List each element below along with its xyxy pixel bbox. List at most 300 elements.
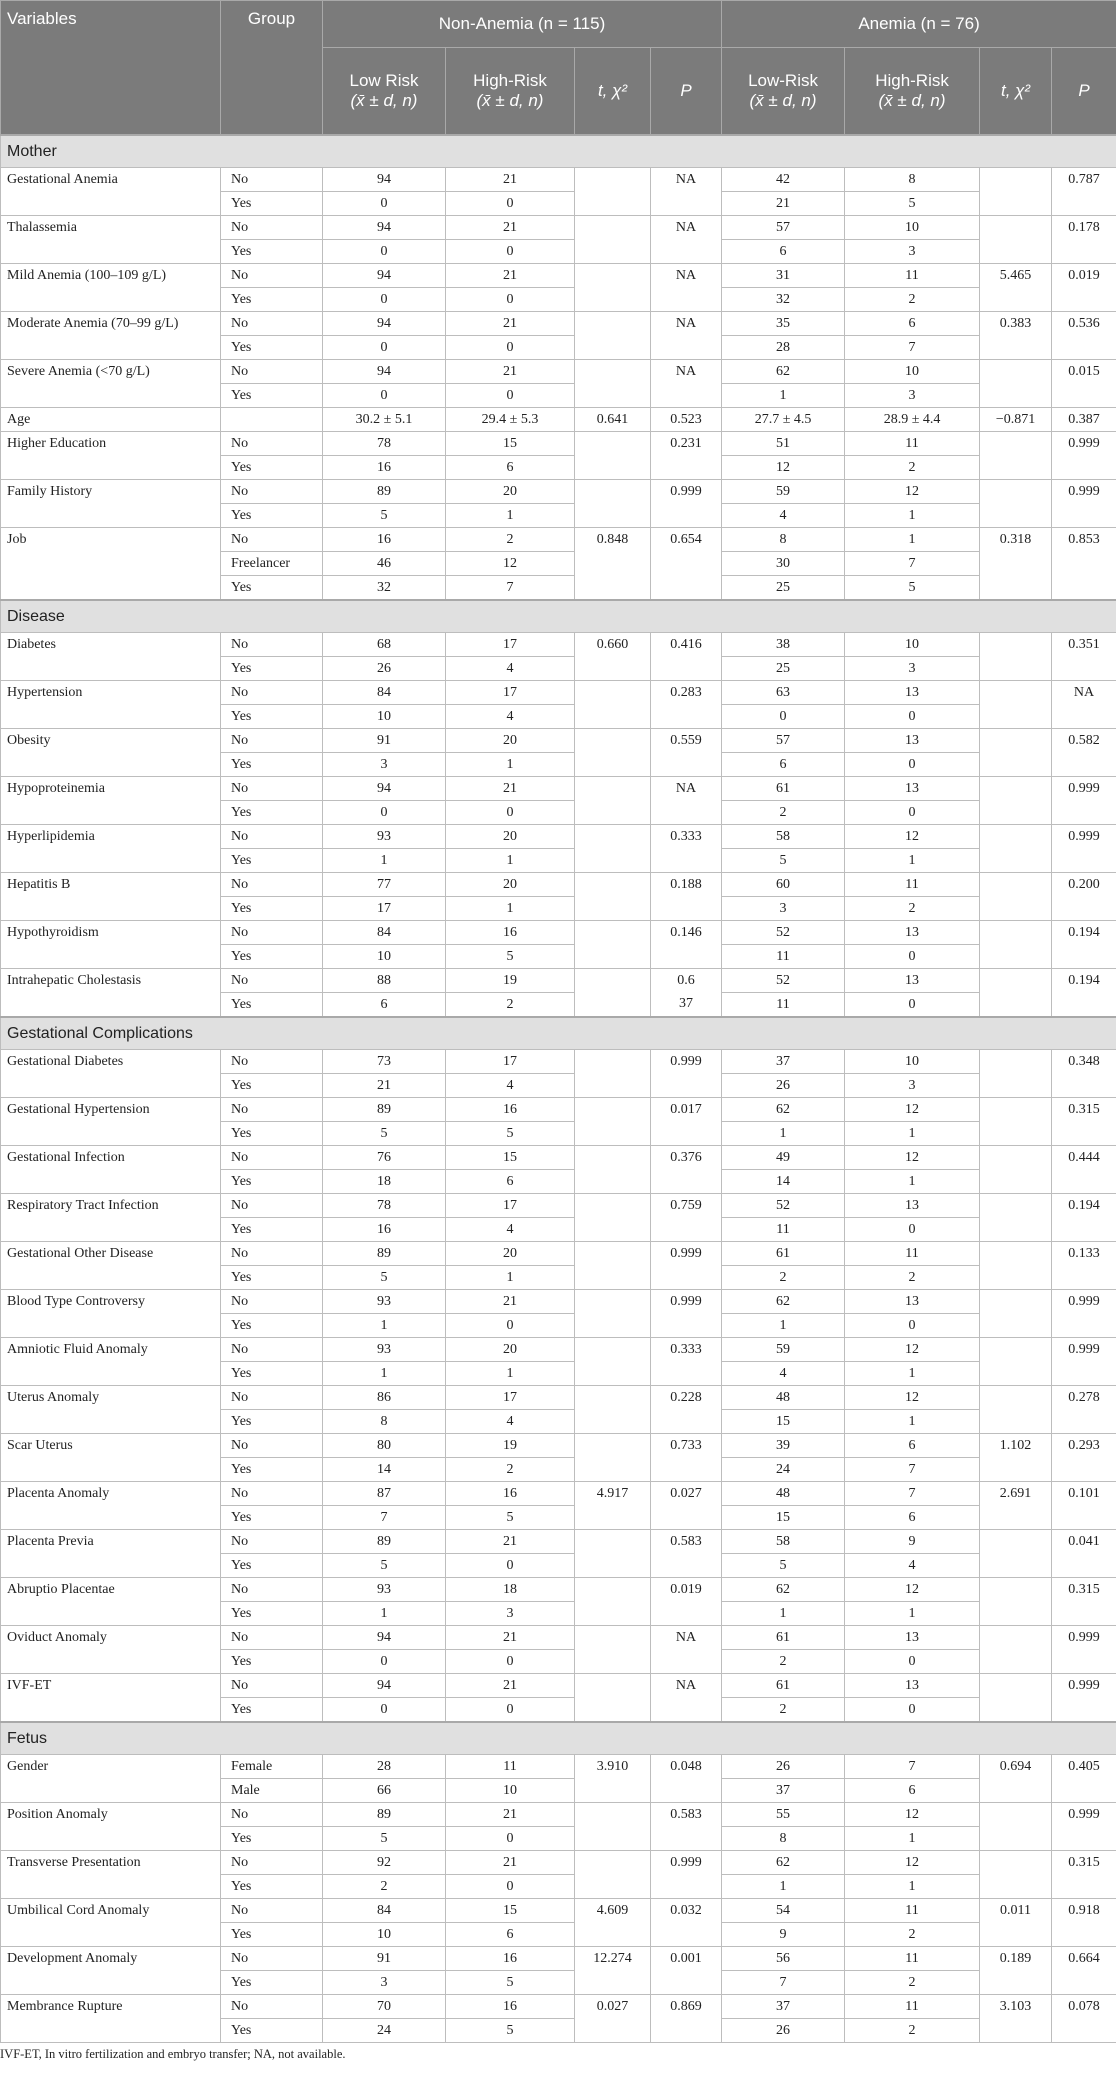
table-row <box>1 633 1116 657</box>
anemia-p: 0.999 <box>1052 432 1116 480</box>
anemia-high-risk: 6 <box>845 1779 980 1803</box>
anemia-t-chi: 0.011 <box>980 1899 1052 1947</box>
non-anemia-low-risk: 16 <box>323 528 446 552</box>
anemia-high-risk: 11 <box>845 264 980 288</box>
group-cell: No <box>221 729 323 753</box>
anemia-high-risk: 7 <box>845 1755 980 1779</box>
anemia-high-risk: 13 <box>845 1290 980 1314</box>
non-anemia-t-chi <box>575 681 651 729</box>
non-anemia-low-risk: 7 <box>323 1506 446 1530</box>
non-anemia-high-risk: 5 <box>446 2019 575 2043</box>
anemia-p: 0.315 <box>1052 1851 1116 1899</box>
non-anemia-low-risk: 78 <box>323 1194 446 1218</box>
non-anemia-low-risk: 84 <box>323 1899 446 1923</box>
non-anemia-low-risk: 89 <box>323 1098 446 1122</box>
anemia-p: 0.787 <box>1052 168 1116 216</box>
anemia-high-risk: 12 <box>845 1386 980 1410</box>
anemia-low-risk: 61 <box>722 777 845 801</box>
non-anemia-low-risk: 32 <box>323 576 446 601</box>
anemia-high-risk: 1 <box>845 504 980 528</box>
anemia-low-risk: 61 <box>722 1242 845 1266</box>
anemia-p: 0.999 <box>1052 480 1116 528</box>
anemia-high-risk: 10 <box>845 1050 980 1074</box>
non-anemia-low-risk: 21 <box>323 1074 446 1098</box>
non-anemia-high-risk: 21 <box>446 312 575 336</box>
non-anemia-high-risk: 6 <box>446 1170 575 1194</box>
non-anemia-low-risk: 70 <box>323 1995 446 2019</box>
group-cell: No <box>221 1947 323 1971</box>
anemia-high-risk: 13 <box>845 1626 980 1650</box>
anemia-high-risk: 13 <box>845 729 980 753</box>
table-row <box>1 777 1116 801</box>
anemia-high-risk: 3 <box>845 240 980 264</box>
non-anemia-t-chi <box>575 1803 651 1851</box>
group-cell: No <box>221 1851 323 1875</box>
anemia-low-risk: 37 <box>722 1995 845 2019</box>
non-anemia-high-risk: 21 <box>446 168 575 192</box>
non-anemia-low-risk: 73 <box>323 1050 446 1074</box>
group-cell: No <box>221 1803 323 1827</box>
anemia-low-risk: 12 <box>722 456 845 480</box>
group-cell: No <box>221 969 323 993</box>
non-anemia-high-risk: 29.4 ± 5.3 <box>446 408 575 432</box>
anemia-p: 0.405 <box>1052 1755 1116 1803</box>
anemia-high-risk: 6 <box>845 1434 980 1458</box>
variable-name: Blood Type Controversy <box>1 1290 221 1338</box>
non-anemia-low-risk: 87 <box>323 1482 446 1506</box>
non-anemia-t-chi <box>575 1434 651 1482</box>
anemia-p: 0.015 <box>1052 360 1116 408</box>
section-title: Gestational Complications <box>1 1017 1116 1050</box>
anemia-t-chi: 0.383 <box>980 312 1052 360</box>
non-anemia-high-risk: 0 <box>446 1650 575 1674</box>
header-t-chi: t, χ² <box>980 48 1052 136</box>
anemia-low-risk: 56 <box>722 1947 845 1971</box>
anemia-low-risk: 1 <box>722 1602 845 1626</box>
anemia-low-risk: 8 <box>722 1827 845 1851</box>
group-cell: No <box>221 432 323 456</box>
variable-name: Development Anomaly <box>1 1947 221 1995</box>
anemia-high-risk: 13 <box>845 777 980 801</box>
group-cell: Yes <box>221 1875 323 1899</box>
anemia-t-chi: 0.189 <box>980 1947 1052 1995</box>
non-anemia-high-risk: 21 <box>446 1290 575 1314</box>
anemia-low-risk: 59 <box>722 480 845 504</box>
anemia-high-risk: 7 <box>845 1482 980 1506</box>
non-anemia-high-risk: 16 <box>446 1482 575 1506</box>
non-anemia-high-risk: 0 <box>446 801 575 825</box>
table-row <box>1 729 1116 753</box>
non-anemia-high-risk: 2 <box>446 1458 575 1482</box>
non-anemia-low-risk: 88 <box>323 969 446 993</box>
non-anemia-p: 0.032 <box>651 1899 722 1947</box>
table-row <box>1 1338 1116 1362</box>
group-cell: Yes <box>221 1506 323 1530</box>
table-row <box>1 480 1116 504</box>
anemia-low-risk: 48 <box>722 1482 845 1506</box>
non-anemia-p: 0.999 <box>651 1851 722 1899</box>
anemia-t-chi <box>980 681 1052 729</box>
group-cell: Yes <box>221 1362 323 1386</box>
group-cell: Yes <box>221 1698 323 1723</box>
group-cell: Yes <box>221 1266 323 1290</box>
anemia-t-chi <box>980 1851 1052 1899</box>
header-low-risk: Low-Risk (x̄ ± d, n) <box>722 48 845 136</box>
group-cell: Yes <box>221 576 323 601</box>
group-cell: Yes <box>221 504 323 528</box>
variable-name: Mild Anemia (100–109 g/L) <box>1 264 221 312</box>
header-t-chi: t, χ² <box>575 48 651 136</box>
variable-name: Severe Anemia (<70 g/L) <box>1 360 221 408</box>
anemia-p: 0.999 <box>1052 1290 1116 1338</box>
non-anemia-p: 0.654 <box>651 528 722 601</box>
non-anemia-high-risk: 6 <box>446 456 575 480</box>
non-anemia-p: NA <box>651 777 722 825</box>
non-anemia-high-risk: 18 <box>446 1578 575 1602</box>
non-anemia-low-risk: 30.2 ± 5.1 <box>323 408 446 432</box>
variable-name: Obesity <box>1 729 221 777</box>
variable-name: Umbilical Cord Anomaly <box>1 1899 221 1947</box>
non-anemia-p: NA <box>651 360 722 408</box>
non-anemia-low-risk: 16 <box>323 456 446 480</box>
table-row <box>1 969 1116 993</box>
anemia-low-risk: 35 <box>722 312 845 336</box>
non-anemia-high-risk: 1 <box>446 1362 575 1386</box>
table-row <box>1 432 1116 456</box>
group-cell: Yes <box>221 1602 323 1626</box>
group-cell: Female <box>221 1755 323 1779</box>
non-anemia-low-risk: 6 <box>323 993 446 1018</box>
anemia-t-chi <box>980 633 1052 681</box>
anemia-t-chi <box>980 1803 1052 1851</box>
anemia-high-risk: 1 <box>845 1362 980 1386</box>
table-row <box>1 528 1116 552</box>
variable-name: Job <box>1 528 221 601</box>
group-cell: No <box>221 1899 323 1923</box>
non-anemia-p: 0.583 <box>651 1530 722 1578</box>
anemia-t-chi <box>980 1098 1052 1146</box>
anemia-t-chi: 5.465 <box>980 264 1052 312</box>
anemia-t-chi <box>980 873 1052 921</box>
anemia-low-risk: 6 <box>722 753 845 777</box>
anemia-low-risk: 55 <box>722 1803 845 1827</box>
non-anemia-t-chi: 12.274 <box>575 1947 651 1995</box>
anemia-high-risk: 2 <box>845 2019 980 2043</box>
non-anemia-high-risk: 5 <box>446 1506 575 1530</box>
anemia-p: 0.999 <box>1052 1626 1116 1674</box>
non-anemia-p: 0.231 <box>651 432 722 480</box>
non-anemia-p: 0.188 <box>651 873 722 921</box>
group-cell: Yes <box>221 240 323 264</box>
non-anemia-low-risk: 28 <box>323 1755 446 1779</box>
variable-name: Abruptio Placentae <box>1 1578 221 1626</box>
non-anemia-high-risk: 20 <box>446 1242 575 1266</box>
anemia-high-risk: 0 <box>845 753 980 777</box>
group-cell: No <box>221 1098 323 1122</box>
non-anemia-high-risk: 15 <box>446 1899 575 1923</box>
anemia-high-risk: 2 <box>845 897 980 921</box>
group-cell: Yes <box>221 945 323 969</box>
footnote: IVF-ET, In vitro fertilization and embryo transfer; NA, not available. <box>0 2047 346 2061</box>
anemia-high-risk: 5 <box>845 576 980 601</box>
anemia-low-risk: 25 <box>722 576 845 601</box>
anemia-low-risk: 4 <box>722 1362 845 1386</box>
anemia-p: 0.853 <box>1052 528 1116 601</box>
anemia-high-risk: 3 <box>845 657 980 681</box>
table-row <box>1 360 1116 384</box>
non-anemia-high-risk: 21 <box>446 1530 575 1554</box>
group-cell: No <box>221 1146 323 1170</box>
anemia-p: 0.444 <box>1052 1146 1116 1194</box>
anemia-p: 0.999 <box>1052 825 1116 873</box>
non-anemia-low-risk: 0 <box>323 801 446 825</box>
non-anemia-high-risk: 0 <box>446 240 575 264</box>
anemia-low-risk: 24 <box>722 1458 845 1482</box>
non-anemia-low-risk: 0 <box>323 192 446 216</box>
non-anemia-high-risk: 0 <box>446 192 575 216</box>
header-high-risk: High-Risk (x̄ ± d, n) <box>845 48 980 136</box>
variable-name: Hepatitis B <box>1 873 221 921</box>
non-anemia-t-chi: 4.917 <box>575 1482 651 1530</box>
table-row <box>1 921 1116 945</box>
non-anemia-low-risk: 0 <box>323 1650 446 1674</box>
anemia-high-risk: 7 <box>845 1458 980 1482</box>
anemia-low-risk: 0 <box>722 705 845 729</box>
non-anemia-high-risk: 5 <box>446 1122 575 1146</box>
non-anemia-low-risk: 77 <box>323 873 446 897</box>
group-cell: No <box>221 1674 323 1698</box>
non-anemia-low-risk: 76 <box>323 1146 446 1170</box>
non-anemia-high-risk: 21 <box>446 777 575 801</box>
non-anemia-t-chi <box>575 1530 651 1578</box>
header-non-anemia: Non-Anemia (n = 115) <box>323 1 722 48</box>
non-anemia-high-risk: 20 <box>446 729 575 753</box>
anemia-high-risk: 0 <box>845 801 980 825</box>
non-anemia-high-risk: 16 <box>446 1995 575 2019</box>
group-cell: No <box>221 168 323 192</box>
group-cell: Male <box>221 1779 323 1803</box>
anemia-low-risk: 62 <box>722 1851 845 1875</box>
non-anemia-high-risk: 21 <box>446 1851 575 1875</box>
non-anemia-low-risk: 26 <box>323 657 446 681</box>
non-anemia-high-risk: 2 <box>446 528 575 552</box>
non-anemia-low-risk: 94 <box>323 264 446 288</box>
variable-name: Moderate Anemia (70–99 g/L) <box>1 312 221 360</box>
anemia-t-chi <box>980 1338 1052 1386</box>
non-anemia-p: NA <box>651 1674 722 1723</box>
non-anemia-high-risk: 7 <box>446 576 575 601</box>
table-row <box>1 681 1116 705</box>
anemia-p: 0.194 <box>1052 1194 1116 1242</box>
non-anemia-low-risk: 93 <box>323 1290 446 1314</box>
anemia-low-risk: 9 <box>722 1923 845 1947</box>
variable-name: Hypertension <box>1 681 221 729</box>
anemia-p: 0.041 <box>1052 1530 1116 1578</box>
table-row <box>1 1755 1116 1779</box>
non-anemia-low-risk: 1 <box>323 849 446 873</box>
non-anemia-high-risk: 19 <box>446 969 575 993</box>
non-anemia-low-risk: 84 <box>323 681 446 705</box>
section-row <box>1 1017 1116 1050</box>
anemia-low-risk: 58 <box>722 1530 845 1554</box>
anemia-high-risk: 13 <box>845 921 980 945</box>
non-anemia-p: 0.523 <box>651 408 722 432</box>
anemia-t-chi <box>980 1386 1052 1434</box>
anemia-low-risk: 49 <box>722 1146 845 1170</box>
anemia-p: 0.315 <box>1052 1578 1116 1626</box>
anemia-low-risk: 14 <box>722 1170 845 1194</box>
non-anemia-low-risk: 84 <box>323 921 446 945</box>
non-anemia-p: NA <box>651 168 722 216</box>
variable-name: Thalassemia <box>1 216 221 264</box>
non-anemia-p: NA <box>651 312 722 360</box>
non-anemia-t-chi <box>575 1674 651 1723</box>
anemia-low-risk: 8 <box>722 528 845 552</box>
variable-name: Gender <box>1 1755 221 1803</box>
anemia-t-chi <box>980 168 1052 216</box>
variable-name: Gestational Hypertension <box>1 1098 221 1146</box>
non-anemia-high-risk: 21 <box>446 360 575 384</box>
anemia-low-risk: 26 <box>722 1074 845 1098</box>
non-anemia-high-risk: 1 <box>446 753 575 777</box>
group-cell: Yes <box>221 849 323 873</box>
table-row <box>1 264 1116 288</box>
table-row <box>1 1947 1116 1971</box>
anemia-low-risk: 37 <box>722 1050 845 1074</box>
table-row <box>1 1626 1116 1650</box>
header-high-risk: High-Risk (x̄ ± d, n) <box>446 48 575 136</box>
non-anemia-p: 0.333 <box>651 825 722 873</box>
non-anemia-p: 0.416 <box>651 633 722 681</box>
non-anemia-high-risk: 0 <box>446 1314 575 1338</box>
non-anemia-high-risk: 17 <box>446 681 575 705</box>
anemia-low-risk: 11 <box>722 1218 845 1242</box>
anemia-p: 0.133 <box>1052 1242 1116 1290</box>
non-anemia-high-risk: 1 <box>446 897 575 921</box>
group-cell: Yes <box>221 1923 323 1947</box>
non-anemia-low-risk: 94 <box>323 168 446 192</box>
non-anemia-low-risk: 8 <box>323 1410 446 1434</box>
non-anemia-high-risk: 0 <box>446 1554 575 1578</box>
variable-name: Age <box>1 408 221 432</box>
non-anemia-high-risk: 19 <box>446 1434 575 1458</box>
non-anemia-low-risk: 17 <box>323 897 446 921</box>
non-anemia-t-chi <box>575 1290 651 1338</box>
group-cell: Yes <box>221 801 323 825</box>
non-anemia-high-risk: 4 <box>446 1074 575 1098</box>
table-row <box>1 1482 1116 1506</box>
anemia-high-risk: 1 <box>845 1122 980 1146</box>
variable-name: Gestational Anemia <box>1 168 221 216</box>
non-anemia-t-chi <box>575 1050 651 1098</box>
anemia-high-risk: 2 <box>845 1266 980 1290</box>
anemia-low-risk: 30 <box>722 552 845 576</box>
header-low-risk: Low Risk (x̄ ± d, n) <box>323 48 446 136</box>
anemia-high-risk: 2 <box>845 456 980 480</box>
anemia-low-risk: 52 <box>722 921 845 945</box>
non-anemia-p: 0.283 <box>651 681 722 729</box>
anemia-t-chi: 3.103 <box>980 1995 1052 2043</box>
anemia-low-risk: 37 <box>722 1779 845 1803</box>
non-anemia-p: 0.869 <box>651 1995 722 2043</box>
non-anemia-t-chi <box>575 777 651 825</box>
anemia-p: 0.200 <box>1052 873 1116 921</box>
non-anemia-p: 0.999 <box>651 1290 722 1338</box>
non-anemia-low-risk: 93 <box>323 1338 446 1362</box>
anemia-high-risk: 11 <box>845 1242 980 1266</box>
anemia-t-chi <box>980 216 1052 264</box>
group-cell: No <box>221 1482 323 1506</box>
group-cell: Yes <box>221 705 323 729</box>
group-cell: No <box>221 633 323 657</box>
non-anemia-t-chi: 0.027 <box>575 1995 651 2043</box>
non-anemia-p: 0.019 <box>651 1578 722 1626</box>
non-anemia-low-risk: 46 <box>323 552 446 576</box>
anemia-high-risk: 1 <box>845 1410 980 1434</box>
group-cell: No <box>221 1386 323 1410</box>
anemia-t-chi <box>980 1050 1052 1098</box>
non-anemia-p: NA <box>651 264 722 312</box>
non-anemia-high-risk: 20 <box>446 480 575 504</box>
non-anemia-low-risk: 5 <box>323 1554 446 1578</box>
anemia-high-risk: 0 <box>845 1650 980 1674</box>
anemia-low-risk: 7 <box>722 1971 845 1995</box>
anemia-high-risk: 6 <box>845 1506 980 1530</box>
table-row <box>1 168 1116 192</box>
group-cell: No <box>221 777 323 801</box>
anemia-low-risk: 21 <box>722 192 845 216</box>
non-anemia-high-risk: 10 <box>446 1779 575 1803</box>
section-title: Disease <box>1 600 1116 633</box>
anemia-p: 0.178 <box>1052 216 1116 264</box>
non-anemia-high-risk: 15 <box>446 1146 575 1170</box>
anemia-t-chi <box>980 1194 1052 1242</box>
anemia-high-risk: 11 <box>845 1899 980 1923</box>
table-row <box>1 873 1116 897</box>
table-row <box>1 312 1116 336</box>
anemia-high-risk: 2 <box>845 288 980 312</box>
table-row <box>1 1851 1116 1875</box>
group-cell: Yes <box>221 2019 323 2043</box>
anemia-p: 0.194 <box>1052 969 1116 1018</box>
header-group: Group <box>221 1 323 136</box>
group-cell: No <box>221 1290 323 1314</box>
table-row <box>1 1578 1116 1602</box>
non-anemia-p: 0.001 <box>651 1947 722 1995</box>
non-anemia-high-risk: 17 <box>446 633 575 657</box>
non-anemia-low-risk: 14 <box>323 1458 446 1482</box>
anemia-high-risk: 11 <box>845 1947 980 1971</box>
anemia-high-risk: 12 <box>845 825 980 849</box>
variable-name: Respiratory Tract Infection <box>1 1194 221 1242</box>
anemia-high-risk: 12 <box>845 1146 980 1170</box>
section-title: Fetus <box>1 1722 1116 1755</box>
non-anemia-high-risk: 0 <box>446 336 575 360</box>
non-anemia-t-chi: 0.641 <box>575 408 651 432</box>
anemia-p: 0.194 <box>1052 921 1116 969</box>
group-cell: Yes <box>221 1170 323 1194</box>
non-anemia-high-risk: 20 <box>446 873 575 897</box>
anemia-high-risk: 0 <box>845 1698 980 1723</box>
group-cell: No <box>221 312 323 336</box>
non-anemia-t-chi <box>575 1626 651 1674</box>
anemia-high-risk: 1 <box>845 1827 980 1851</box>
non-anemia-high-risk: 12 <box>446 552 575 576</box>
anemia-high-risk: 11 <box>845 432 980 456</box>
group-cell: Yes <box>221 1074 323 1098</box>
non-anemia-t-chi <box>575 432 651 480</box>
header-variables: Variables <box>1 1 221 136</box>
